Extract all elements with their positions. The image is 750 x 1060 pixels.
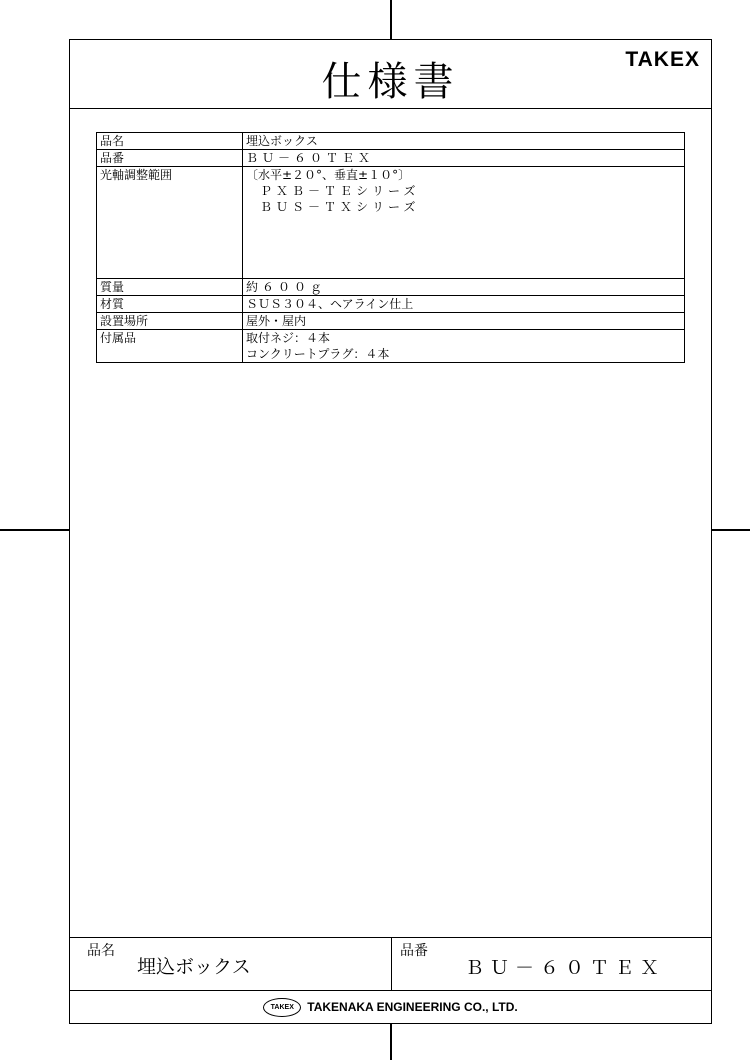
- spec-value: [243, 167, 685, 279]
- brand-logo: TAKEX: [625, 48, 700, 71]
- document-frame: [69, 39, 712, 1024]
- title-divider: [70, 108, 711, 109]
- spec-row-model: [97, 150, 685, 167]
- spec-row-accessories: [97, 330, 685, 363]
- spec-label: 付属品: [97, 330, 243, 363]
- spec-value: 屋外・屋内: [243, 313, 685, 330]
- spec-row-material: [97, 296, 685, 313]
- accessory-item: コンクリートプラグ：４本: [246, 347, 390, 361]
- company-name: TAKENAKA ENGINEERING CO., LTD.: [307, 1000, 518, 1014]
- footer-name-label: 品名: [87, 943, 115, 959]
- adjust-range-text: 〔水平±２０°、垂直±１０°〕: [246, 168, 411, 182]
- footer-name-value: 埋込ボックス: [137, 956, 251, 978]
- crop-mark-top: [390, 0, 392, 39]
- footer-column-divider: [391, 937, 392, 990]
- spec-row-mass: [97, 279, 685, 296]
- company-logo: TAKEX: [263, 998, 301, 1017]
- spec-label: 光軸調整範囲: [97, 167, 243, 279]
- spec-label: 品名: [97, 133, 243, 150]
- spec-label: 品番: [97, 150, 243, 167]
- series-text: ＰＸＢ－ＴＥシリーズ: [260, 184, 420, 198]
- spec-row-adjust: [97, 167, 685, 279]
- spec-row-name: [97, 133, 685, 150]
- spec-value: [243, 330, 685, 363]
- crop-mark-right: [712, 529, 750, 531]
- spec-value: 埋込ボックス: [243, 133, 685, 150]
- series-text: ＢＵＳ－ＴＸシリーズ: [260, 200, 420, 214]
- spec-value: 約６００ｇ: [243, 279, 685, 296]
- spec-label: 設置場所: [97, 313, 243, 330]
- spec-label: 材質: [97, 296, 243, 313]
- document-title: 仕様書: [321, 59, 460, 105]
- spec-row-location: [97, 313, 685, 330]
- company-block: [70, 991, 711, 1023]
- crop-mark-bottom: [390, 1024, 392, 1060]
- spec-label: 質量: [97, 279, 243, 296]
- footer-model-label: 品番: [400, 943, 428, 959]
- spec-table: [96, 132, 685, 363]
- footer-model-value: ＢＵ－６０ＴＥＸ: [465, 957, 666, 979]
- spec-value: ＢＵ－６０ＴＥＸ: [243, 150, 685, 167]
- crop-mark-left: [0, 529, 69, 531]
- spec-value: ＳＵＳ３０４、ヘアライン仕上: [243, 296, 685, 313]
- accessory-item: 取付ネジ：４本: [246, 331, 331, 345]
